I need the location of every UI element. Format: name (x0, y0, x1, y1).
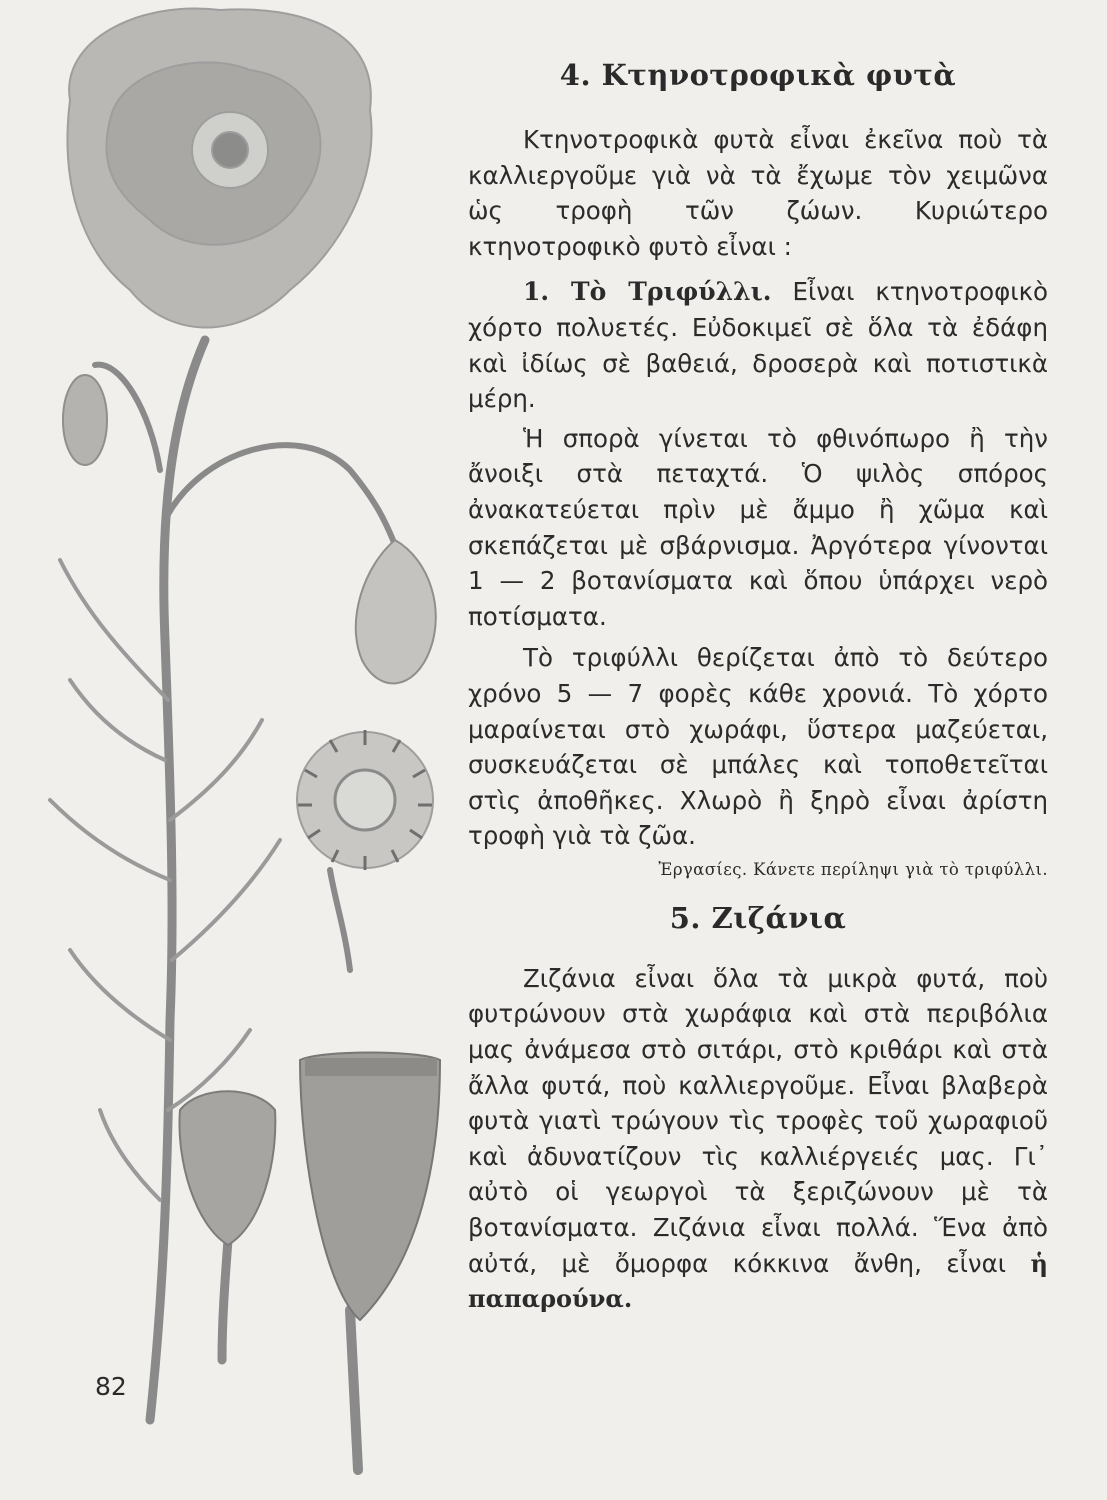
pod-stem-right (350, 1310, 358, 1470)
sowing-paragraph: Ἡ σπορὰ γίνεται τὸ φθινόπωρο ἢ τὴν ἄνοιξι στὰ πεταχτά. Ὁ ψιλὸς σπόρος ἀνακατεύεται πρὶν μὲ ἄμμο ἢ χῶμα καὶ σκεπάζεται μὲ σβάρνισμα. Ἀργότερα γίνονται 1 — 2 βοτανίσματα καὶ ὅπου ὑπάρχει νερὸ ποτίσματα. (468, 423, 1048, 631)
seed-pod-left (179, 1091, 275, 1245)
bud-stem-right (165, 445, 395, 545)
text-column (468, 58, 1048, 1317)
poppy-illustration (0, 0, 470, 1500)
poppy-term: ἡ παπαρούνα. (468, 1248, 1048, 1314)
bud-left (63, 375, 107, 465)
seed-pod-right (300, 1053, 440, 1321)
clover-paragraph (468, 274, 1048, 416)
section-4-intro: Κτηνοτροφικὰ φυτὰ εἶναι ἐκεῖνα ποὺ τὰ καλλιεργοῦμε γιὰ νὰ τὰ ἔχωμε τὸν χειμῶνα ὡς τροφὴ τῶν ζώων. Κυριώτερο κτηνοτροφικὸ φυτὸ εἶναι : (468, 125, 1048, 261)
pod-stem-left (222, 1240, 228, 1360)
page-number: 82 (95, 1372, 127, 1401)
weeds-paragraph (468, 961, 1048, 1317)
bud-right (356, 540, 436, 683)
section-5-heading: 5. Ζιζάνια (669, 900, 847, 935)
harvest-paragraph: Τὸ τριφύλλι θερίζεται ἀπὸ τὸ δεύτερο χρόνο 5 — 7 φορὲς κάθε χρονιά. Τὸ χόρτο μαραίνεται στὸ χωράφι, ὕστερα μαζεύεται, συσκευάζεται σὲ μπάλες καὶ τοποθετεῖται στὶς ἀποθῆκες. Χλωρὸ ἢ ξηρὸ εἶναι ἀρίστη τροφὴ γιὰ τὰ ζῶα. (468, 643, 1048, 851)
clover-subheading: 1. Τὸ Τριφύλλι. (523, 277, 772, 307)
flower-stem (330, 870, 350, 970)
stamen-head (297, 730, 433, 870)
weeds-text: Ζιζάνια εἶναι ὅλα τὰ μικρὰ φυτά, ποὺ φυτρώνουν στὰ χωράφια καὶ στὰ περιβόλια μας ἀνάμεσα στὸ σιτάρι, στὸ κριθάρι καὶ στὰ ἄλλα φυτά, ποὺ καλλιεργοῦμε. Εἶναι βλαβερὰ φυτὰ γιατὶ τρώγουν τὶς τροφὲς τοῦ χωραφιοῦ καὶ ἀδυνατίζουν τὶς καλλιέργειές μας. Γι᾽ αὐτὸ οἱ γεωργοὶ τὰ ξεριζώνουν μὲ τὰ βοτανίσματα. Ζιζάνια εἶναι πολλά. Ἕνα ἀπὸ αὐτά, μὲ ὄμορφα κόκκινα ἄνθη, εἶναι (468, 963, 1048, 1278)
exercise-note: Ἐργασίες. Κάνετε περίληψι γιὰ τὸ τριφύλλι. (658, 859, 1048, 879)
poppy-flower (68, 8, 372, 327)
clover-text: Εἶναι κτηνοτροφικὸ χόρτο πολυετές. Εὐδοκιμεῖ σὲ ὅλα τὰ ἐδάφη καὶ ἰδίως σὲ βαθειά, δροσερὰ καὶ ποτιστικὰ μέρη. (468, 277, 1048, 414)
section-4-heading: 4. Κτηνοτροφικὰ φυτὰ (559, 58, 957, 92)
